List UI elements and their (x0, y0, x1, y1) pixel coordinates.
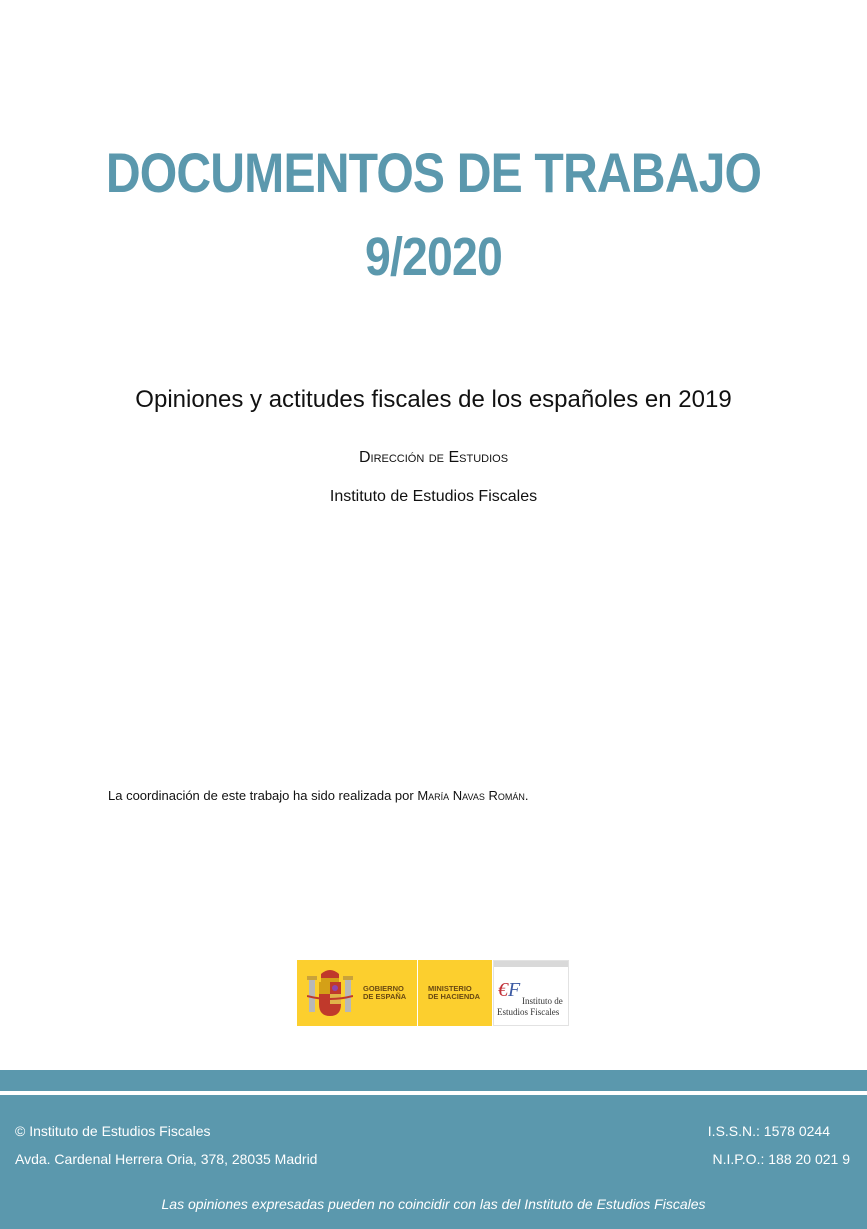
series-title: DOCUMENTOS DE TRABAJO (105, 141, 762, 204)
ief-logo-icon: € (498, 979, 508, 1001)
institution: Instituto de Estudios Fiscales (329, 488, 538, 505)
coordinator-name: María Navas Román (417, 788, 525, 803)
ministry-label: MINISTERIO DE HACIENDA (428, 984, 481, 1001)
institutional-logos (297, 960, 569, 1026)
ief-logo (493, 960, 569, 1026)
footer-top-band (0, 1070, 867, 1091)
footer-copyright: © Instituto de Estudios Fiscales (15, 1123, 211, 1139)
ief-label-line1: Instituto de (522, 996, 563, 1006)
government-label: GOBIERNO DE ESPAÑA (363, 984, 407, 1001)
coordination-prefix: La coordinación de este trabajo ha sido realizada por (108, 788, 418, 803)
footer-issn: I.S.S.N.: 1578 0244 (707, 1123, 830, 1139)
ministry-logo (418, 960, 492, 1026)
footer-nipo: N.I.P.O.: 188 20 021 9 (712, 1151, 850, 1167)
coordination-suffix: . (524, 788, 529, 803)
department: Dirección de Estudios (358, 449, 509, 466)
government-logo (297, 960, 417, 1026)
ief-label-line2: Estudios Fiscales (497, 1007, 560, 1017)
coat-of-arms-icon (307, 966, 353, 1020)
footer-address: Avda. Cardenal Herrera Oria, 378, 28035 Madrid (15, 1151, 318, 1167)
issue-number: 9/2020 (365, 227, 502, 287)
ief-logo-f-icon: F (508, 979, 521, 1001)
footer-disclaimer: Las opiniones expresadas pueden no coincidir con las del Instituto de Estudios Fiscales (161, 1196, 706, 1212)
document-title: Opiniones y actitudes fiscales de los españoles en 2019 (135, 386, 732, 413)
coordination-note (108, 788, 528, 803)
